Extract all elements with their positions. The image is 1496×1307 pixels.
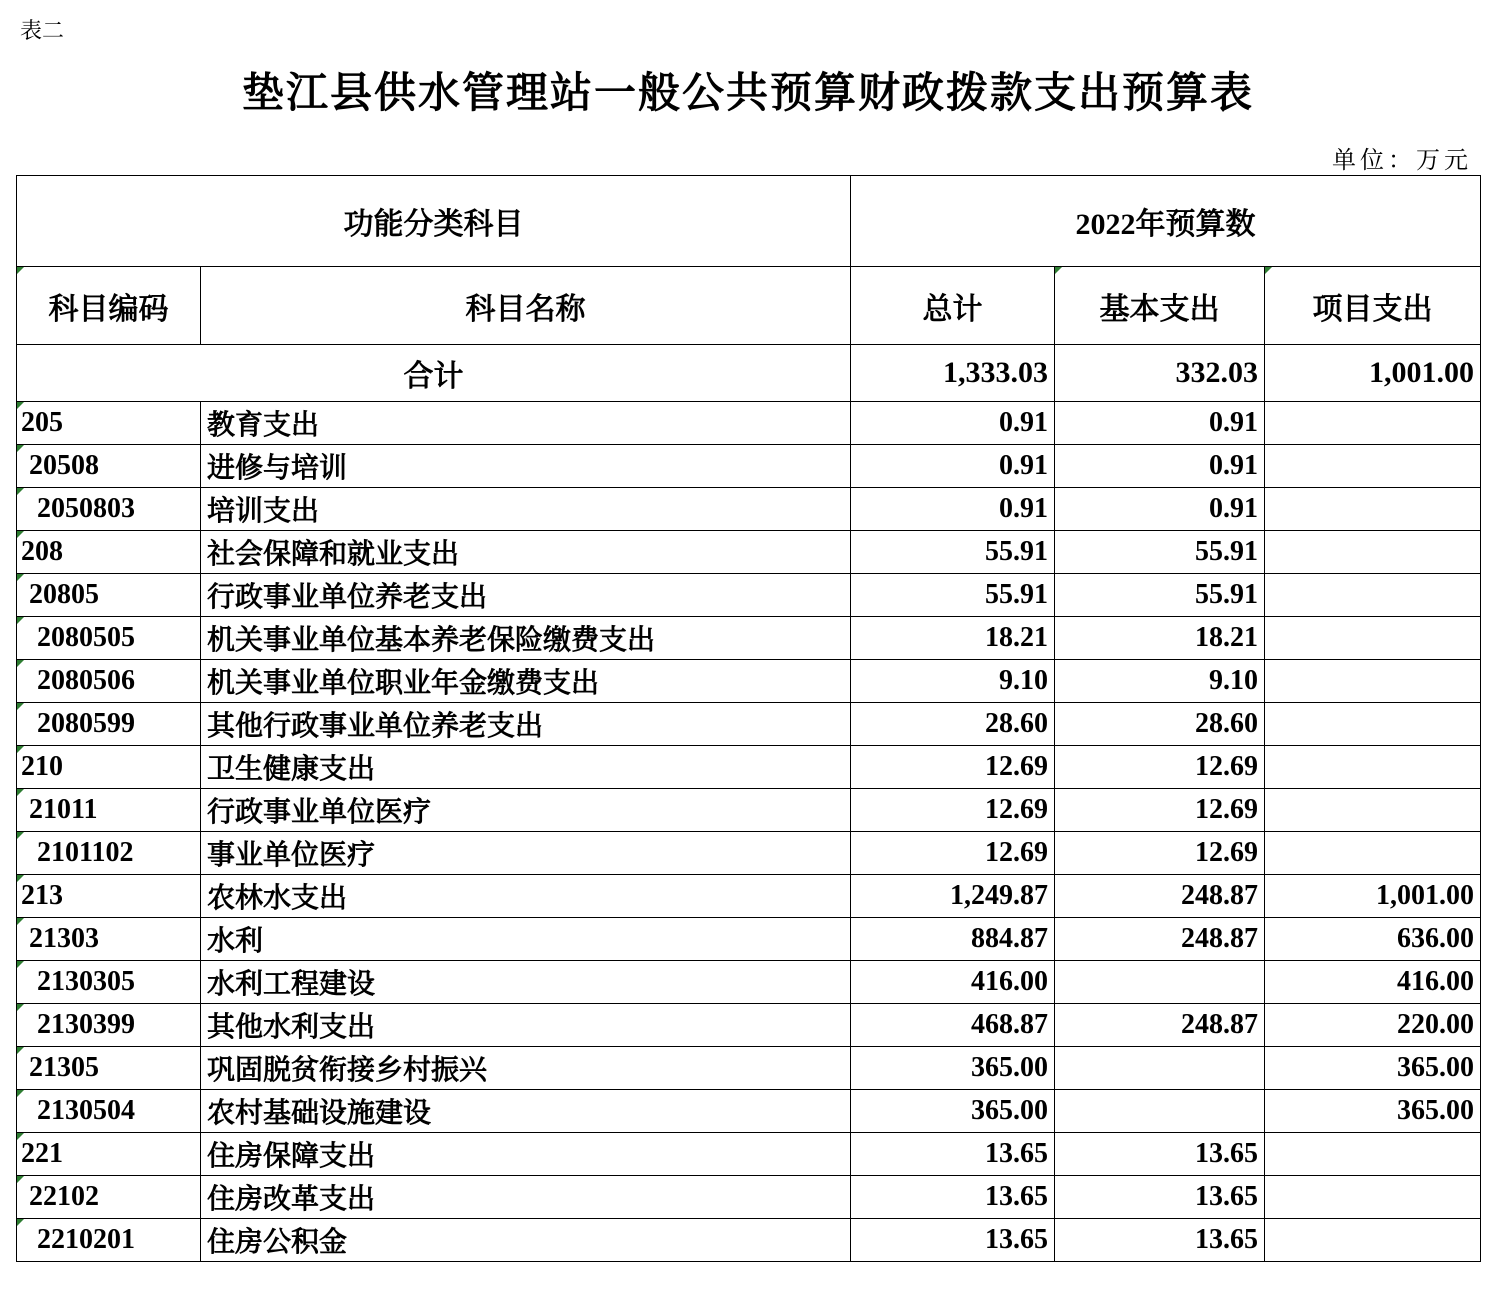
row-project <box>1265 746 1481 789</box>
row-basic: 12.69 <box>1055 832 1265 875</box>
unit-label: 单位：万元 <box>1332 146 1472 174</box>
summary-label: 合计 <box>17 345 851 402</box>
row-code: 2210201 <box>17 1219 201 1262</box>
header-project: 项目支出 <box>1265 267 1481 345</box>
page-title: 垫江县供水管理站一般公共预算财政拨款支出预算表 <box>241 68 1254 117</box>
header-row-1 <box>17 176 1481 267</box>
row-name: 住房保障支出 <box>201 1133 851 1176</box>
row-basic: 28.60 <box>1055 703 1265 746</box>
table-row <box>17 1219 1481 1262</box>
summary-row <box>17 345 1481 402</box>
row-basic: 0.91 <box>1055 445 1265 488</box>
row-total: 55.91 <box>851 574 1055 617</box>
row-basic <box>1055 1047 1265 1090</box>
row-code: 20805 <box>17 574 201 617</box>
row-name: 行政事业单位医疗 <box>201 789 851 832</box>
row-name: 农村基础设施建设 <box>201 1090 851 1133</box>
row-name: 社会保障和就业支出 <box>201 531 851 574</box>
row-code: 2101102 <box>17 832 201 875</box>
row-total: 55.91 <box>851 531 1055 574</box>
row-basic: 0.91 <box>1055 402 1265 445</box>
row-name: 农林水支出 <box>201 875 851 918</box>
row-name: 机关事业单位基本养老保险缴费支出 <box>201 617 851 660</box>
row-project <box>1265 703 1481 746</box>
table-row <box>17 789 1481 832</box>
row-name: 其他水利支出 <box>201 1004 851 1047</box>
row-total: 0.91 <box>851 445 1055 488</box>
row-project <box>1265 1133 1481 1176</box>
row-project: 220.00 <box>1265 1004 1481 1047</box>
table-row <box>17 488 1481 531</box>
row-total: 365.00 <box>851 1090 1055 1133</box>
row-code: 21305 <box>17 1047 201 1090</box>
row-project <box>1265 574 1481 617</box>
row-total: 0.91 <box>851 488 1055 531</box>
row-code: 2050803 <box>17 488 201 531</box>
row-project: 1,001.00 <box>1265 875 1481 918</box>
summary-project: 1,001.00 <box>1265 345 1481 402</box>
row-total: 13.65 <box>851 1176 1055 1219</box>
row-total: 18.21 <box>851 617 1055 660</box>
row-total: 28.60 <box>851 703 1055 746</box>
row-basic: 18.21 <box>1055 617 1265 660</box>
row-basic: 55.91 <box>1055 531 1265 574</box>
row-basic: 13.65 <box>1055 1133 1265 1176</box>
table-row <box>17 746 1481 789</box>
row-name: 住房公积金 <box>201 1219 851 1262</box>
row-basic <box>1055 961 1265 1004</box>
row-project <box>1265 488 1481 531</box>
row-name: 教育支出 <box>201 402 851 445</box>
row-code: 208 <box>17 531 201 574</box>
row-code: 2080506 <box>17 660 201 703</box>
row-total: 13.65 <box>851 1219 1055 1262</box>
table-number-label: 表二 <box>20 19 65 44</box>
header-basic: 基本支出 <box>1055 267 1265 345</box>
row-total: 9.10 <box>851 660 1055 703</box>
table-row <box>17 1176 1481 1219</box>
budget-table <box>16 175 1481 1262</box>
row-project <box>1265 531 1481 574</box>
row-basic <box>1055 1090 1265 1133</box>
row-total: 468.87 <box>851 1004 1055 1047</box>
row-total: 365.00 <box>851 1047 1055 1090</box>
row-total: 13.65 <box>851 1133 1055 1176</box>
row-project <box>1265 445 1481 488</box>
row-basic: 12.69 <box>1055 746 1265 789</box>
row-name: 进修与培训 <box>201 445 851 488</box>
table-row <box>17 961 1481 1004</box>
row-total: 1,249.87 <box>851 875 1055 918</box>
row-project: 365.00 <box>1265 1047 1481 1090</box>
row-basic: 248.87 <box>1055 875 1265 918</box>
row-basic: 13.65 <box>1055 1176 1265 1219</box>
header-name: 科目名称 <box>201 267 851 345</box>
row-code: 221 <box>17 1133 201 1176</box>
row-basic: 55.91 <box>1055 574 1265 617</box>
row-total: 0.91 <box>851 402 1055 445</box>
row-basic: 0.91 <box>1055 488 1265 531</box>
header-total: 总计 <box>851 267 1055 345</box>
row-code: 21011 <box>17 789 201 832</box>
table-row <box>17 402 1481 445</box>
table-row <box>17 1090 1481 1133</box>
table-row <box>17 703 1481 746</box>
row-basic: 9.10 <box>1055 660 1265 703</box>
row-project <box>1265 660 1481 703</box>
row-code: 2130504 <box>17 1090 201 1133</box>
summary-basic: 332.03 <box>1055 345 1265 402</box>
table-row <box>17 918 1481 961</box>
table-row <box>17 574 1481 617</box>
row-total: 12.69 <box>851 832 1055 875</box>
row-name: 机关事业单位职业年金缴费支出 <box>201 660 851 703</box>
table-row <box>17 617 1481 660</box>
row-code: 22102 <box>17 1176 201 1219</box>
row-code: 2080599 <box>17 703 201 746</box>
row-project <box>1265 1219 1481 1262</box>
table-row <box>17 531 1481 574</box>
row-name: 行政事业单位养老支出 <box>201 574 851 617</box>
row-name: 其他行政事业单位养老支出 <box>201 703 851 746</box>
row-code: 2130305 <box>17 961 201 1004</box>
row-total: 12.69 <box>851 746 1055 789</box>
row-project <box>1265 617 1481 660</box>
header-budget-year: 2022年预算数 <box>851 176 1481 267</box>
row-name: 住房改革支出 <box>201 1176 851 1219</box>
row-project: 636.00 <box>1265 918 1481 961</box>
row-name: 卫生健康支出 <box>201 746 851 789</box>
table-row <box>17 660 1481 703</box>
table-row <box>17 1004 1481 1047</box>
row-code: 2080505 <box>17 617 201 660</box>
row-code: 210 <box>17 746 201 789</box>
row-basic: 12.69 <box>1055 789 1265 832</box>
row-basic: 248.87 <box>1055 918 1265 961</box>
row-project <box>1265 789 1481 832</box>
row-project <box>1265 402 1481 445</box>
header-func-category: 功能分类科目 <box>17 176 851 267</box>
table-row <box>17 875 1481 918</box>
row-project <box>1265 832 1481 875</box>
row-total: 12.69 <box>851 789 1055 832</box>
row-code: 2130399 <box>17 1004 201 1047</box>
row-code: 21303 <box>17 918 201 961</box>
summary-total: 1,333.03 <box>851 345 1055 402</box>
row-project: 416.00 <box>1265 961 1481 1004</box>
table-row <box>17 1047 1481 1090</box>
header-code: 科目编码 <box>17 267 201 345</box>
row-project <box>1265 1176 1481 1219</box>
row-code: 20508 <box>17 445 201 488</box>
row-name: 水利工程建设 <box>201 961 851 1004</box>
row-total: 416.00 <box>851 961 1055 1004</box>
row-name: 事业单位医疗 <box>201 832 851 875</box>
row-code: 205 <box>17 402 201 445</box>
row-name: 培训支出 <box>201 488 851 531</box>
row-name: 巩固脱贫衔接乡村振兴 <box>201 1047 851 1090</box>
table-row <box>17 832 1481 875</box>
row-basic: 13.65 <box>1055 1219 1265 1262</box>
table-row <box>17 445 1481 488</box>
row-total: 884.87 <box>851 918 1055 961</box>
row-name: 水利 <box>201 918 851 961</box>
row-project: 365.00 <box>1265 1090 1481 1133</box>
header-row-2 <box>17 267 1481 345</box>
row-basic: 248.87 <box>1055 1004 1265 1047</box>
row-code: 213 <box>17 875 201 918</box>
table-row <box>17 1133 1481 1176</box>
